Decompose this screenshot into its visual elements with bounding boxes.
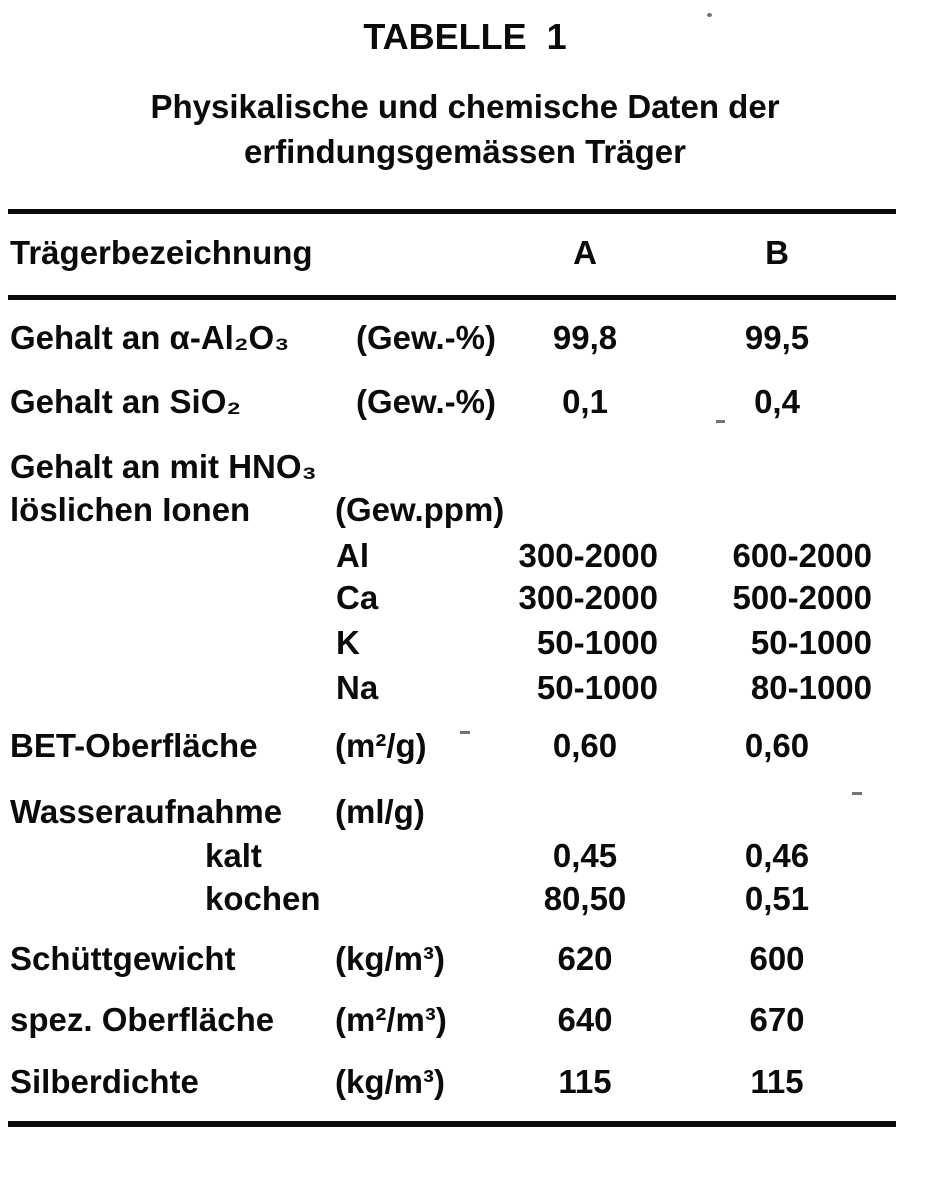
row-unit: (Gew.-%) bbox=[356, 319, 496, 356]
table-row bbox=[0, 490, 930, 534]
row-label: Gehalt an α-Al₂O₃ bbox=[10, 319, 290, 356]
scan-artifact bbox=[716, 420, 725, 423]
row-unit: (kg/m³) bbox=[335, 1063, 445, 1100]
table-row bbox=[0, 536, 930, 580]
table-row bbox=[0, 792, 930, 836]
value-b: 80-1000 bbox=[750, 669, 872, 706]
table-subtitle bbox=[0, 84, 930, 174]
value-b: 0,4 bbox=[754, 383, 800, 420]
row-unit: (Gew.ppm) bbox=[335, 491, 505, 528]
row-label: spez. Oberfläche bbox=[10, 1001, 275, 1038]
row-label: BET-Oberfläche bbox=[10, 727, 258, 764]
subtitle-line-2: erfindungsgemässen Träger bbox=[244, 133, 686, 170]
ion-label: Al bbox=[336, 537, 369, 574]
ion-label: K bbox=[336, 624, 360, 661]
row-unit: (m²/g) bbox=[335, 727, 427, 764]
value-b: 50-1000 bbox=[750, 624, 872, 661]
subtitle-line-1: Physikalische und chemische Daten der bbox=[150, 88, 780, 125]
value-a: 0,1 bbox=[562, 383, 608, 420]
table-rule-header bbox=[8, 295, 896, 300]
header-label: Trägerbezeichnung bbox=[10, 234, 313, 271]
row-label: Gehalt an SiO₂ bbox=[10, 383, 242, 420]
row-label: Silberdichte bbox=[10, 1063, 199, 1100]
table-row bbox=[0, 623, 930, 667]
table-row bbox=[0, 939, 930, 983]
table-row bbox=[0, 447, 930, 491]
value-a: 99,8 bbox=[552, 319, 618, 356]
sub-label: kochen bbox=[205, 880, 321, 917]
row-label: Schüttgewicht bbox=[10, 940, 236, 977]
value-a: 0,60 bbox=[552, 727, 618, 764]
table-row bbox=[0, 318, 930, 362]
value-a: 115 bbox=[558, 1063, 612, 1100]
value-b: 600-2000 bbox=[732, 537, 872, 574]
sub-label: kalt bbox=[205, 837, 262, 874]
value-b: 0,46 bbox=[744, 837, 810, 874]
table-row bbox=[0, 668, 930, 712]
table-row bbox=[0, 578, 930, 622]
row-unit: (Gew.-%) bbox=[356, 383, 496, 420]
value-a: 300-2000 bbox=[518, 579, 658, 616]
value-a: 640 bbox=[557, 1001, 613, 1038]
row-unit: (m²/m³) bbox=[335, 1001, 447, 1038]
table-row bbox=[0, 879, 930, 923]
row-label: löslichen Ionen bbox=[10, 491, 251, 528]
table-row bbox=[0, 1000, 930, 1044]
table-row bbox=[0, 1062, 930, 1106]
value-a: 620 bbox=[557, 940, 613, 977]
row-label: Wasseraufnahme bbox=[10, 793, 283, 830]
header-col-b: B bbox=[765, 234, 789, 271]
scan-artifact bbox=[707, 13, 712, 17]
value-b: 670 bbox=[749, 1001, 805, 1038]
scan-artifact bbox=[460, 731, 470, 734]
value-b: 0,60 bbox=[744, 727, 810, 764]
table-title: TABELLE 1 bbox=[363, 16, 567, 57]
table-header-row bbox=[0, 233, 930, 277]
value-a: 50-1000 bbox=[536, 624, 658, 661]
ion-label: Ca bbox=[336, 579, 379, 616]
table-rule-top bbox=[8, 209, 896, 214]
value-a: 50-1000 bbox=[536, 669, 658, 706]
row-label: Gehalt an mit HNO₃ bbox=[10, 448, 317, 485]
value-a: 300-2000 bbox=[518, 537, 658, 574]
value-a: 0,45 bbox=[552, 837, 618, 874]
value-b: 99,5 bbox=[744, 319, 810, 356]
scan-artifact bbox=[852, 792, 862, 795]
table-row bbox=[0, 382, 930, 426]
value-b: 0,51 bbox=[744, 880, 810, 917]
table-row bbox=[0, 836, 930, 880]
row-unit: (ml/g) bbox=[335, 793, 425, 830]
header-col-a: A bbox=[573, 234, 597, 271]
ion-label: Na bbox=[336, 669, 379, 706]
row-unit: (kg/m³) bbox=[335, 940, 445, 977]
value-b: 500-2000 bbox=[732, 579, 872, 616]
value-a: 80,50 bbox=[543, 880, 627, 917]
table-rule-bottom bbox=[8, 1121, 896, 1127]
value-b: 600 bbox=[749, 940, 805, 977]
value-b: 115 bbox=[750, 1063, 804, 1100]
